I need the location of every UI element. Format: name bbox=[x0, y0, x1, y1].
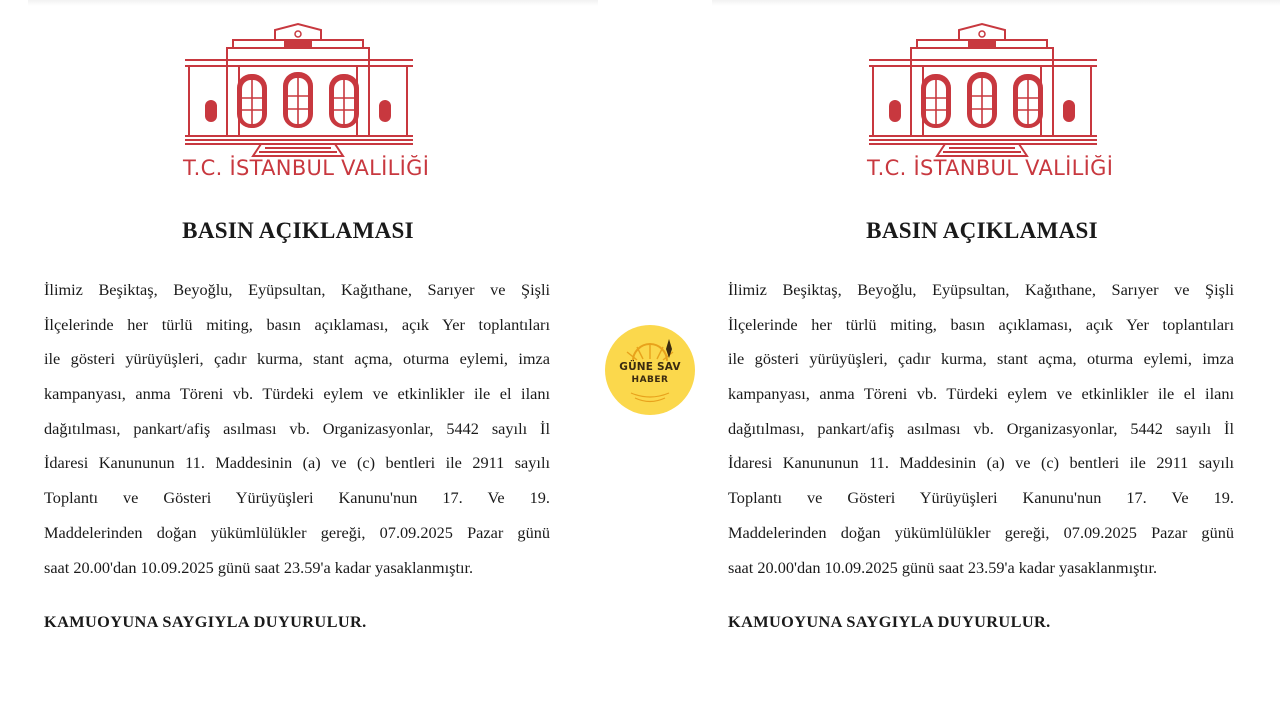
body-line: dağıtılması, pankart/afiş asılması vb. Organizasyonlar, 5442 sayılı İl bbox=[728, 418, 1234, 438]
gunesav-haber-badge bbox=[605, 325, 695, 415]
valilik-logo bbox=[867, 22, 1114, 182]
logo-text: T.C. İSTANBUL VALİLİĞİ bbox=[867, 156, 1114, 180]
closing-statement: KAMUOYUNA SAYGIYLA DUYURULUR. bbox=[44, 612, 367, 631]
body-line: Maddelerinden doğan yükümlülükler gereği, 07.09.2025 Pazar günü bbox=[44, 522, 550, 542]
document-body bbox=[728, 275, 1234, 587]
body-line: İlimiz Beşiktaş, Beyoğlu, Eyüpsultan, Kağıthane, Sarıyer ve Şişli bbox=[728, 280, 1234, 299]
valilik-building-icon bbox=[867, 22, 1097, 162]
badge-subtitle: HABER bbox=[631, 375, 669, 385]
body-line: İlimiz Beşiktaş, Beyoğlu, Eyüpsultan, Kağıthane, Sarıyer ve Şişli bbox=[44, 280, 550, 299]
body-line: saat 20.00'dan 10.09.2025 günü saat 23.59'a kadar yasaklanmıştır. bbox=[728, 557, 1158, 577]
closing-statement: KAMUOYUNA SAYGIYLA DUYURULUR. bbox=[728, 612, 1051, 631]
body-line: kampanyası, anma Töreni vb. Türdeki eylem ve etkinlikler ile el ilanı bbox=[44, 384, 550, 404]
valilik-logo bbox=[183, 22, 430, 182]
body-line: dağıtılması, pankart/afiş asılması vb. Organizasyonlar, 5442 sayılı İl bbox=[44, 418, 550, 438]
document-heading: BASIN AÇIKLAMASI bbox=[866, 218, 1098, 243]
body-line: kampanyası, anma Töreni vb. Türdeki eylem ve etkinlikler ile el ilanı bbox=[728, 384, 1234, 404]
body-line: ile gösteri yürüyüşleri, çadır kurma, stant açma, oturma eylemi, imza bbox=[728, 349, 1234, 369]
body-line: ile gösteri yürüyüşleri, çadır kurma, stant açma, oturma eylemi, imza bbox=[44, 349, 550, 369]
body-line: İlçelerinde her türlü miting, basın açıklaması, açık Yer toplantıları bbox=[44, 314, 550, 334]
body-line: İdaresi Kanununun 11. Maddesinin (a) ve (c) bentleri ile 2911 sayılı bbox=[728, 453, 1234, 473]
body-line: Toplantı ve Gösteri Yürüyüşleri Kanunu'nun 17. Ve 19. bbox=[728, 488, 1234, 508]
body-line: Maddelerinden doğan yükümlülükler gereği, 07.09.2025 Pazar günü bbox=[728, 522, 1234, 542]
document-panel-right bbox=[712, 0, 1280, 720]
document-body bbox=[44, 275, 550, 587]
document-panel-left bbox=[28, 0, 598, 720]
body-line: saat 20.00'dan 10.09.2025 günü saat 23.59'a kadar yasaklanmıştır. bbox=[44, 557, 474, 577]
logo-text: T.C. İSTANBUL VALİLİĞİ bbox=[183, 156, 430, 180]
body-line: Toplantı ve Gösteri Yürüyüşleri Kanunu'nun 17. Ve 19. bbox=[44, 488, 550, 508]
body-line: İlçelerinde her türlü miting, basın açıklaması, açık Yer toplantıları bbox=[728, 314, 1234, 334]
badge-title: GÜNE SAV bbox=[619, 361, 681, 373]
document-heading: BASIN AÇIKLAMASI bbox=[182, 218, 414, 243]
valilik-building-icon bbox=[183, 22, 413, 162]
body-line: İdaresi Kanununun 11. Maddesinin (a) ve (c) bentleri ile 2911 sayılı bbox=[44, 453, 550, 473]
